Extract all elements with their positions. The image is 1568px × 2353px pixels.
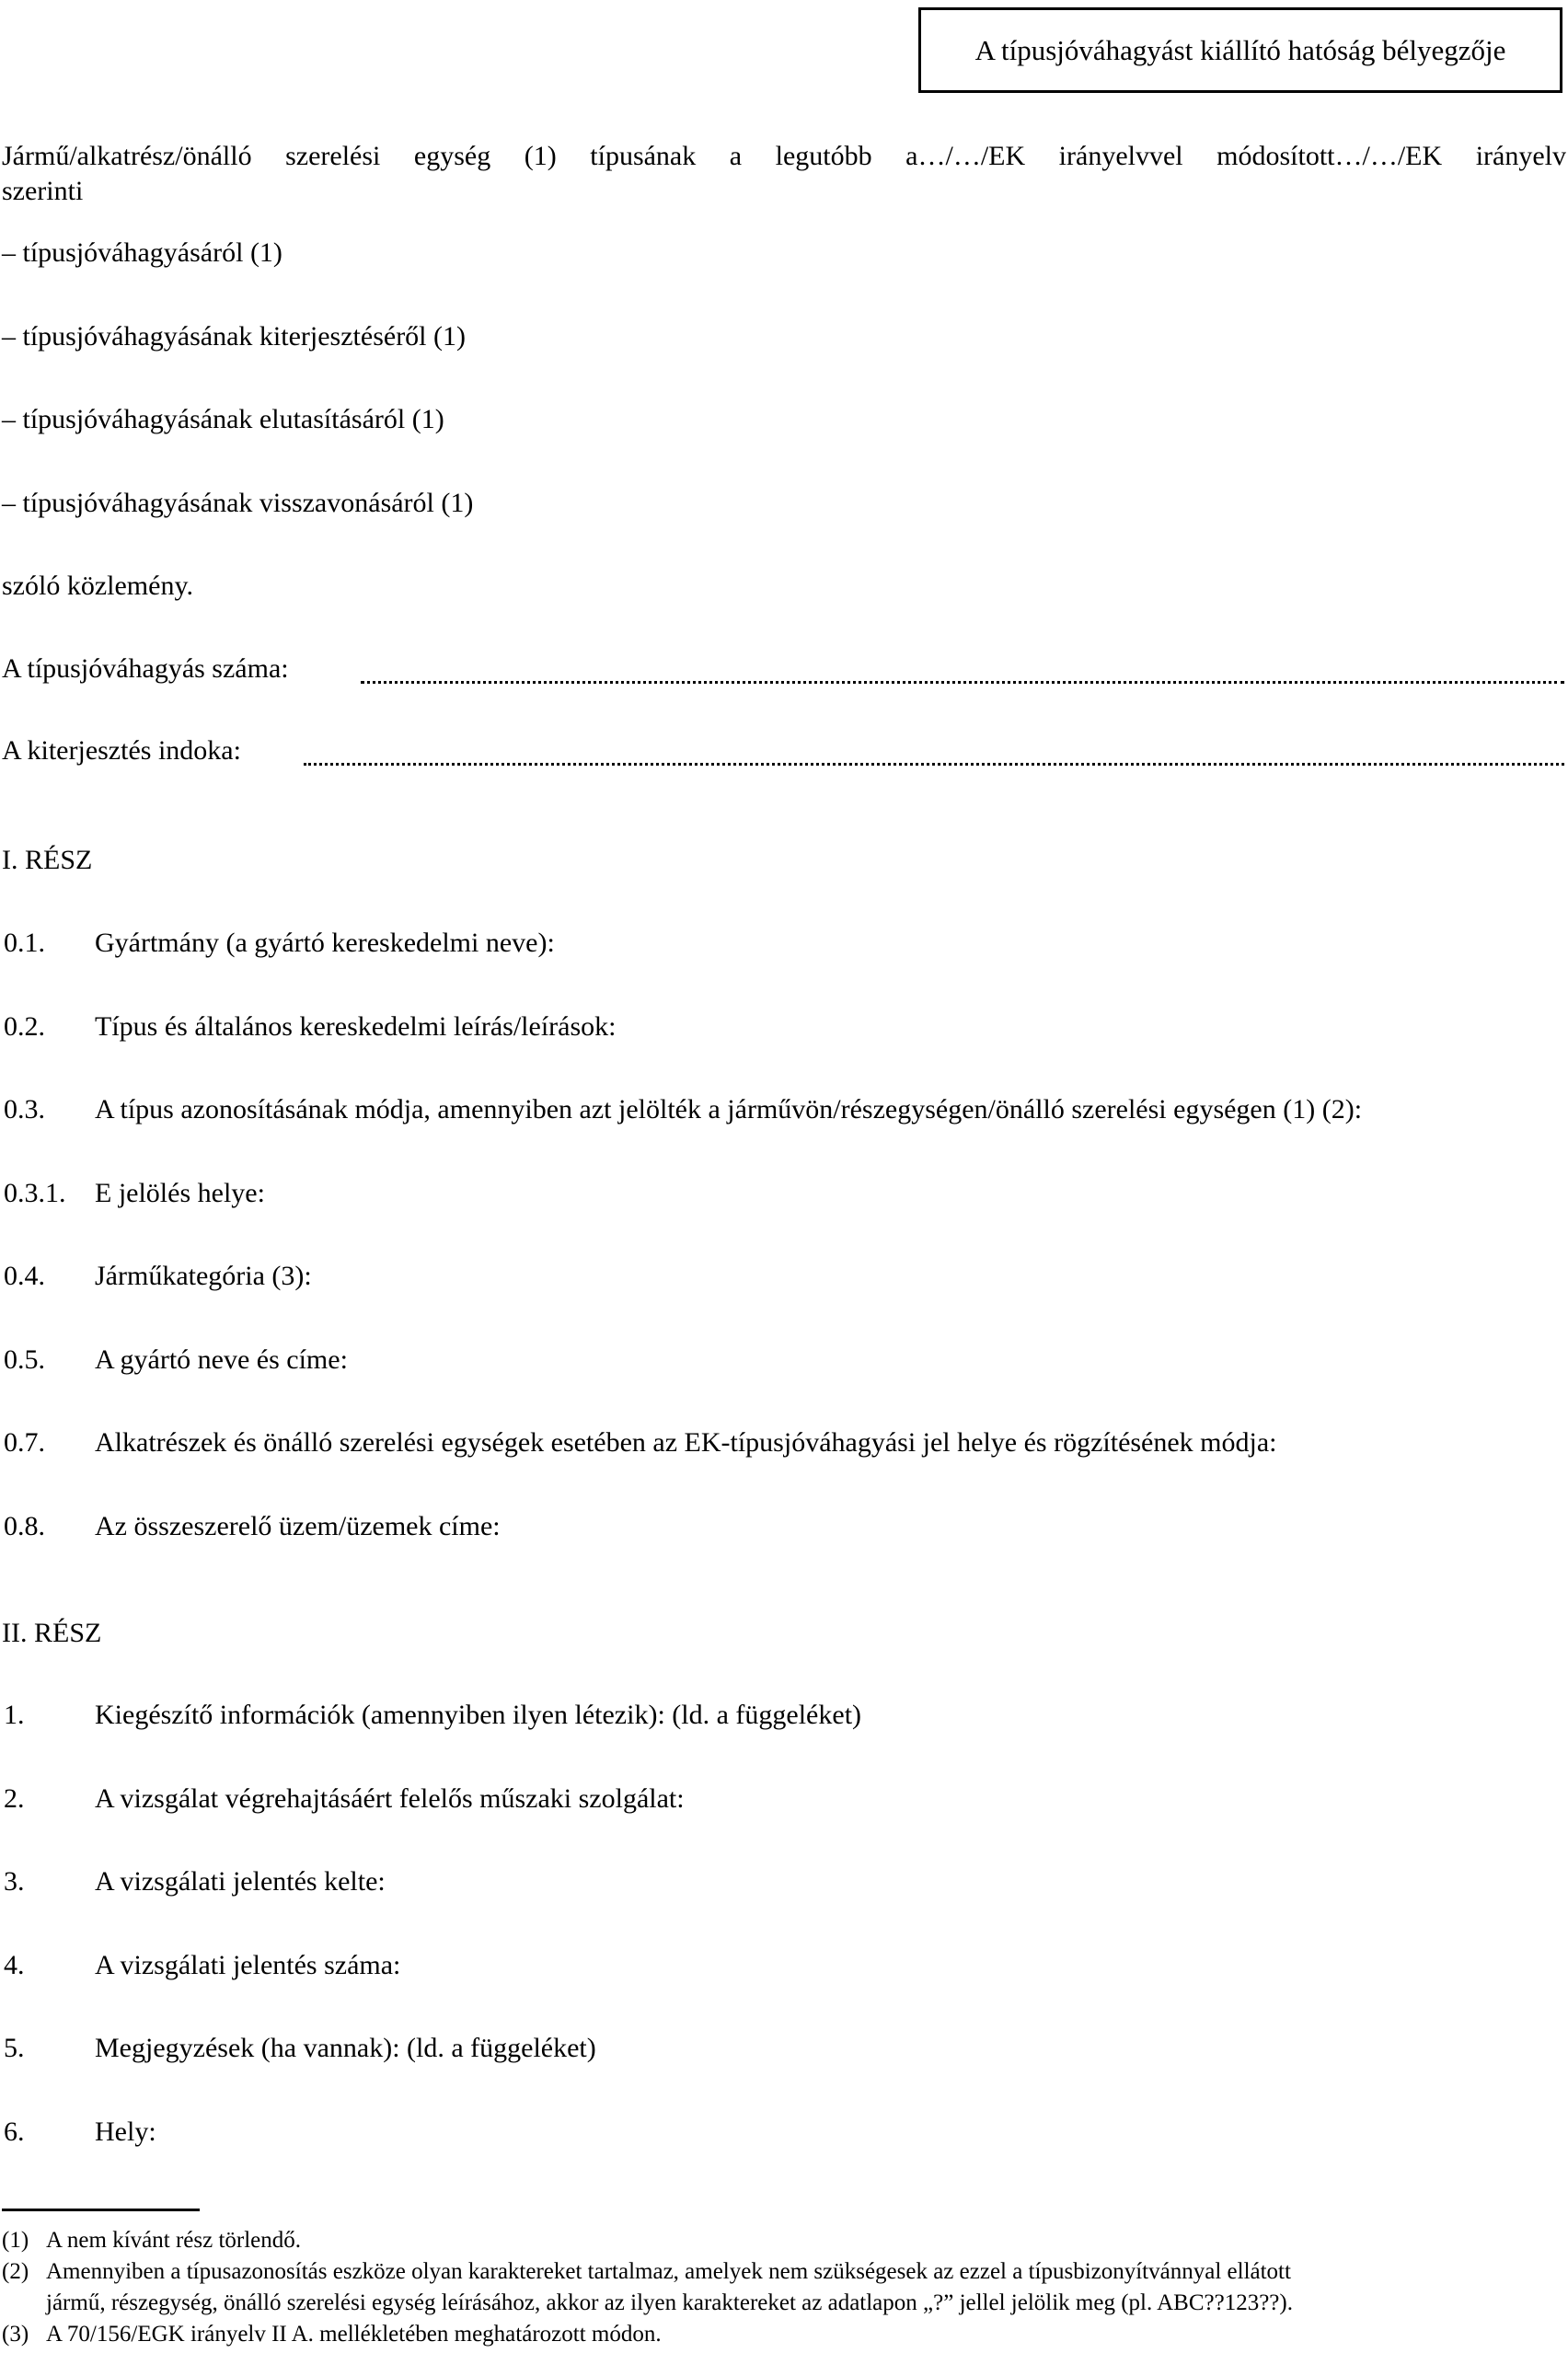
- item-number: 0.3.1.: [4, 1177, 66, 1208]
- item-label: Alkatrészek és önálló szerelési egységek esetében az EK-típusjóváhagyási jel helye és rögzítésének módja:: [95, 1427, 1277, 1458]
- footnote-mark: (3): [2, 2322, 29, 2347]
- part2-title: II. RÉSZ: [2, 1618, 102, 1648]
- extension-reason-field[interactable]: [304, 763, 1564, 766]
- authority-stamp-box: [918, 7, 1562, 93]
- item-number: 5.: [4, 2033, 25, 2063]
- part1-title: I. RÉSZ: [2, 845, 93, 875]
- footnote-rule: [2, 2209, 200, 2211]
- footnote-mark: (1): [2, 2228, 29, 2253]
- footnote-3: [2, 2319, 662, 2349]
- item-number: 0.3.: [4, 1094, 45, 1125]
- item-number: 0.5.: [4, 1344, 45, 1375]
- item-number: 2.: [4, 1782, 25, 1814]
- item-label: A vizsgálati jelentés száma:: [95, 1949, 401, 1980]
- item-label: A gyártó neve és címe:: [95, 1344, 348, 1375]
- item-number: 0.2.: [4, 1010, 45, 1042]
- item-label: Hely:: [95, 2116, 156, 2147]
- closing-text: szóló közlemény.: [2, 571, 193, 601]
- approval-number-field[interactable]: [361, 681, 1564, 684]
- item-number: 3.: [4, 1866, 25, 1897]
- footnote-1: [2, 2225, 302, 2255]
- option-withdrawal: – típusjóváhagyásának visszavonásáról (1): [2, 488, 474, 518]
- item-label: Gyártmány (a gyártó kereskedelmi neve):: [95, 928, 555, 958]
- item-number: 4.: [4, 1949, 25, 1980]
- item-number: 6.: [4, 2116, 25, 2147]
- item-label: Típus és általános kereskedelmi leírás/leírások:: [95, 1010, 617, 1042]
- footnote-2: [2, 2256, 1291, 2287]
- option-refusal: – típusjóváhagyásának elutasításáról (1): [2, 404, 444, 434]
- footnote-text: A nem kívánt rész törlendő.: [46, 2228, 302, 2253]
- footnote-text: Amennyiben a típusazonosítás eszköze olyan karaktereket tartalmaz, amelyek nem szükségesek az ezzel a típusbizonyítvánnyal ellátott: [46, 2259, 1291, 2284]
- approval-number-label: A típusjóváhagyás száma:: [2, 653, 289, 684]
- item-label: Az összeszerelő üzem/üzemek címe:: [95, 1510, 501, 1541]
- item-number: 0.7.: [4, 1427, 45, 1458]
- item-label: Járműkategória (3):: [95, 1261, 312, 1291]
- stamp-label: A típusjóváhagyást kiállító hatóság bélyegzője: [974, 33, 1506, 66]
- extension-reason-label: A kiterjesztés indoka:: [2, 735, 241, 766]
- footnote-2-cont: jármű, részegység, önálló szerelési egység leírásához, akkor az ilyen karaktereket az adatlapon „?” jellel jelölik meg (pl. ABC??123??).: [46, 2290, 1293, 2315]
- item-number: 1.: [4, 1700, 25, 1730]
- item-label: Kiegészítő információk (amennyiben ilyen létezik): (ld. a függeléket): [95, 1700, 862, 1730]
- footnote-mark: (2): [2, 2259, 29, 2284]
- item-number: 0.4.: [4, 1261, 45, 1291]
- option-approval: – típusjóváhagyásáról (1): [2, 237, 282, 268]
- item-label: A vizsgálat végrehajtásáért felelős műszaki szolgálat:: [95, 1782, 685, 1814]
- option-extension: – típusjóváhagyásának kiterjesztéséről (1): [2, 321, 466, 352]
- item-label: A típus azonosításának módja, amennyiben azt jelölték a járművön/részegységen/önálló szerelési egységen (1) (2):: [95, 1094, 1363, 1125]
- item-label: Megjegyzések (ha vannak): (ld. a függeléket): [95, 2033, 596, 2063]
- footnote-text: A 70/156/EGK irányelv II A. mellékletében meghatározott módon.: [46, 2322, 662, 2347]
- intro-line-2: szerinti: [2, 176, 84, 206]
- item-number: 0.1.: [4, 928, 45, 958]
- item-label: A vizsgálati jelentés kelte:: [95, 1866, 386, 1897]
- item-number: 0.8.: [4, 1510, 45, 1541]
- item-label: E jelölés helye:: [95, 1177, 265, 1208]
- intro-line-1: Jármű/alkatrész/önálló szerelési egység (1) típusának a legutóbb a…/…/EK irányelvvel módosított…/…/EK irányelv: [2, 141, 1566, 171]
